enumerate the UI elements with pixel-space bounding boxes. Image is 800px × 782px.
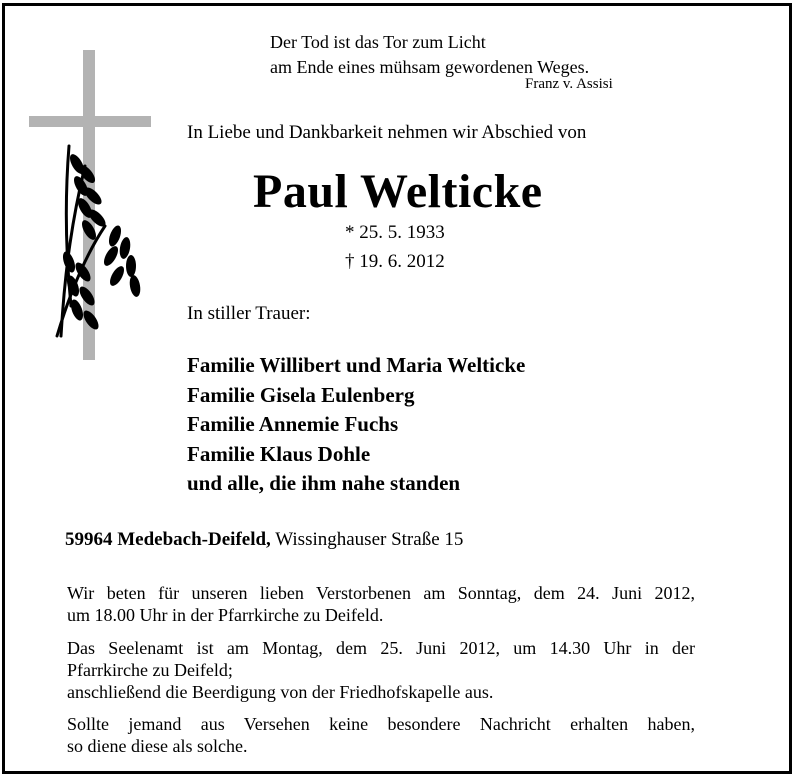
family-member: Familie Willibert und Maria Welticke	[187, 353, 526, 377]
paragraph-line: Wir beten für unseren lieben Verstorbenen am Sonntag, dem 24. Juni 2012,	[67, 583, 695, 603]
address	[65, 529, 463, 551]
deceased-name: Paul Welticke	[253, 165, 543, 218]
cross-with-wheat-icon	[25, 46, 155, 366]
intro-text: In Liebe und Dankbarkeit nehmen wir Abschied von	[187, 122, 587, 143]
obituary-card	[2, 3, 792, 774]
quote-line-2: am Ende eines mühsam gewordenen Weges.	[270, 57, 590, 77]
service-paragraph	[67, 582, 695, 626]
address-place: 59964 Medebach-Deifeld,	[65, 529, 271, 550]
quote	[270, 30, 589, 80]
quote-line-1: Der Tod ist das Tor zum Licht	[270, 32, 486, 52]
family-member: und alle, die ihm nahe standen	[187, 471, 461, 495]
address-street: Wissinghauser Straße 15	[275, 529, 464, 550]
paragraph-line: Pfarrkirche zu Deifeld;	[67, 660, 233, 680]
paragraph-line: Das Seelenamt ist am Montag, dem 25. Juni 2012, um 14.30 Uhr in der	[67, 638, 695, 658]
birth-date: * 25. 5. 1933	[345, 222, 445, 243]
paragraph-line: so diene diese als solche.	[67, 736, 248, 756]
family-member: Familie Annemie Fuchs	[187, 412, 399, 436]
paragraph-line: um 18.00 Uhr in der Pfarrkirche zu Deifeld.	[67, 605, 384, 625]
paragraph-line: Sollte jemand aus Versehen keine besondere Nachricht erhalten haben,	[67, 714, 695, 734]
quote-author: Franz v. Assisi	[525, 76, 613, 92]
family-member: Familie Gisela Eulenberg	[187, 382, 415, 407]
notice-paragraph	[67, 713, 695, 757]
mourning-label: In stiller Trauer:	[187, 303, 311, 324]
family-member: Familie Klaus Dohle	[187, 441, 371, 466]
requiem-paragraph	[67, 637, 695, 703]
family-list	[187, 351, 525, 499]
death-date: † 19. 6. 2012	[345, 251, 445, 272]
paragraph-line: anschließend die Beerdigung von der Friedhofskapelle aus.	[67, 682, 494, 702]
